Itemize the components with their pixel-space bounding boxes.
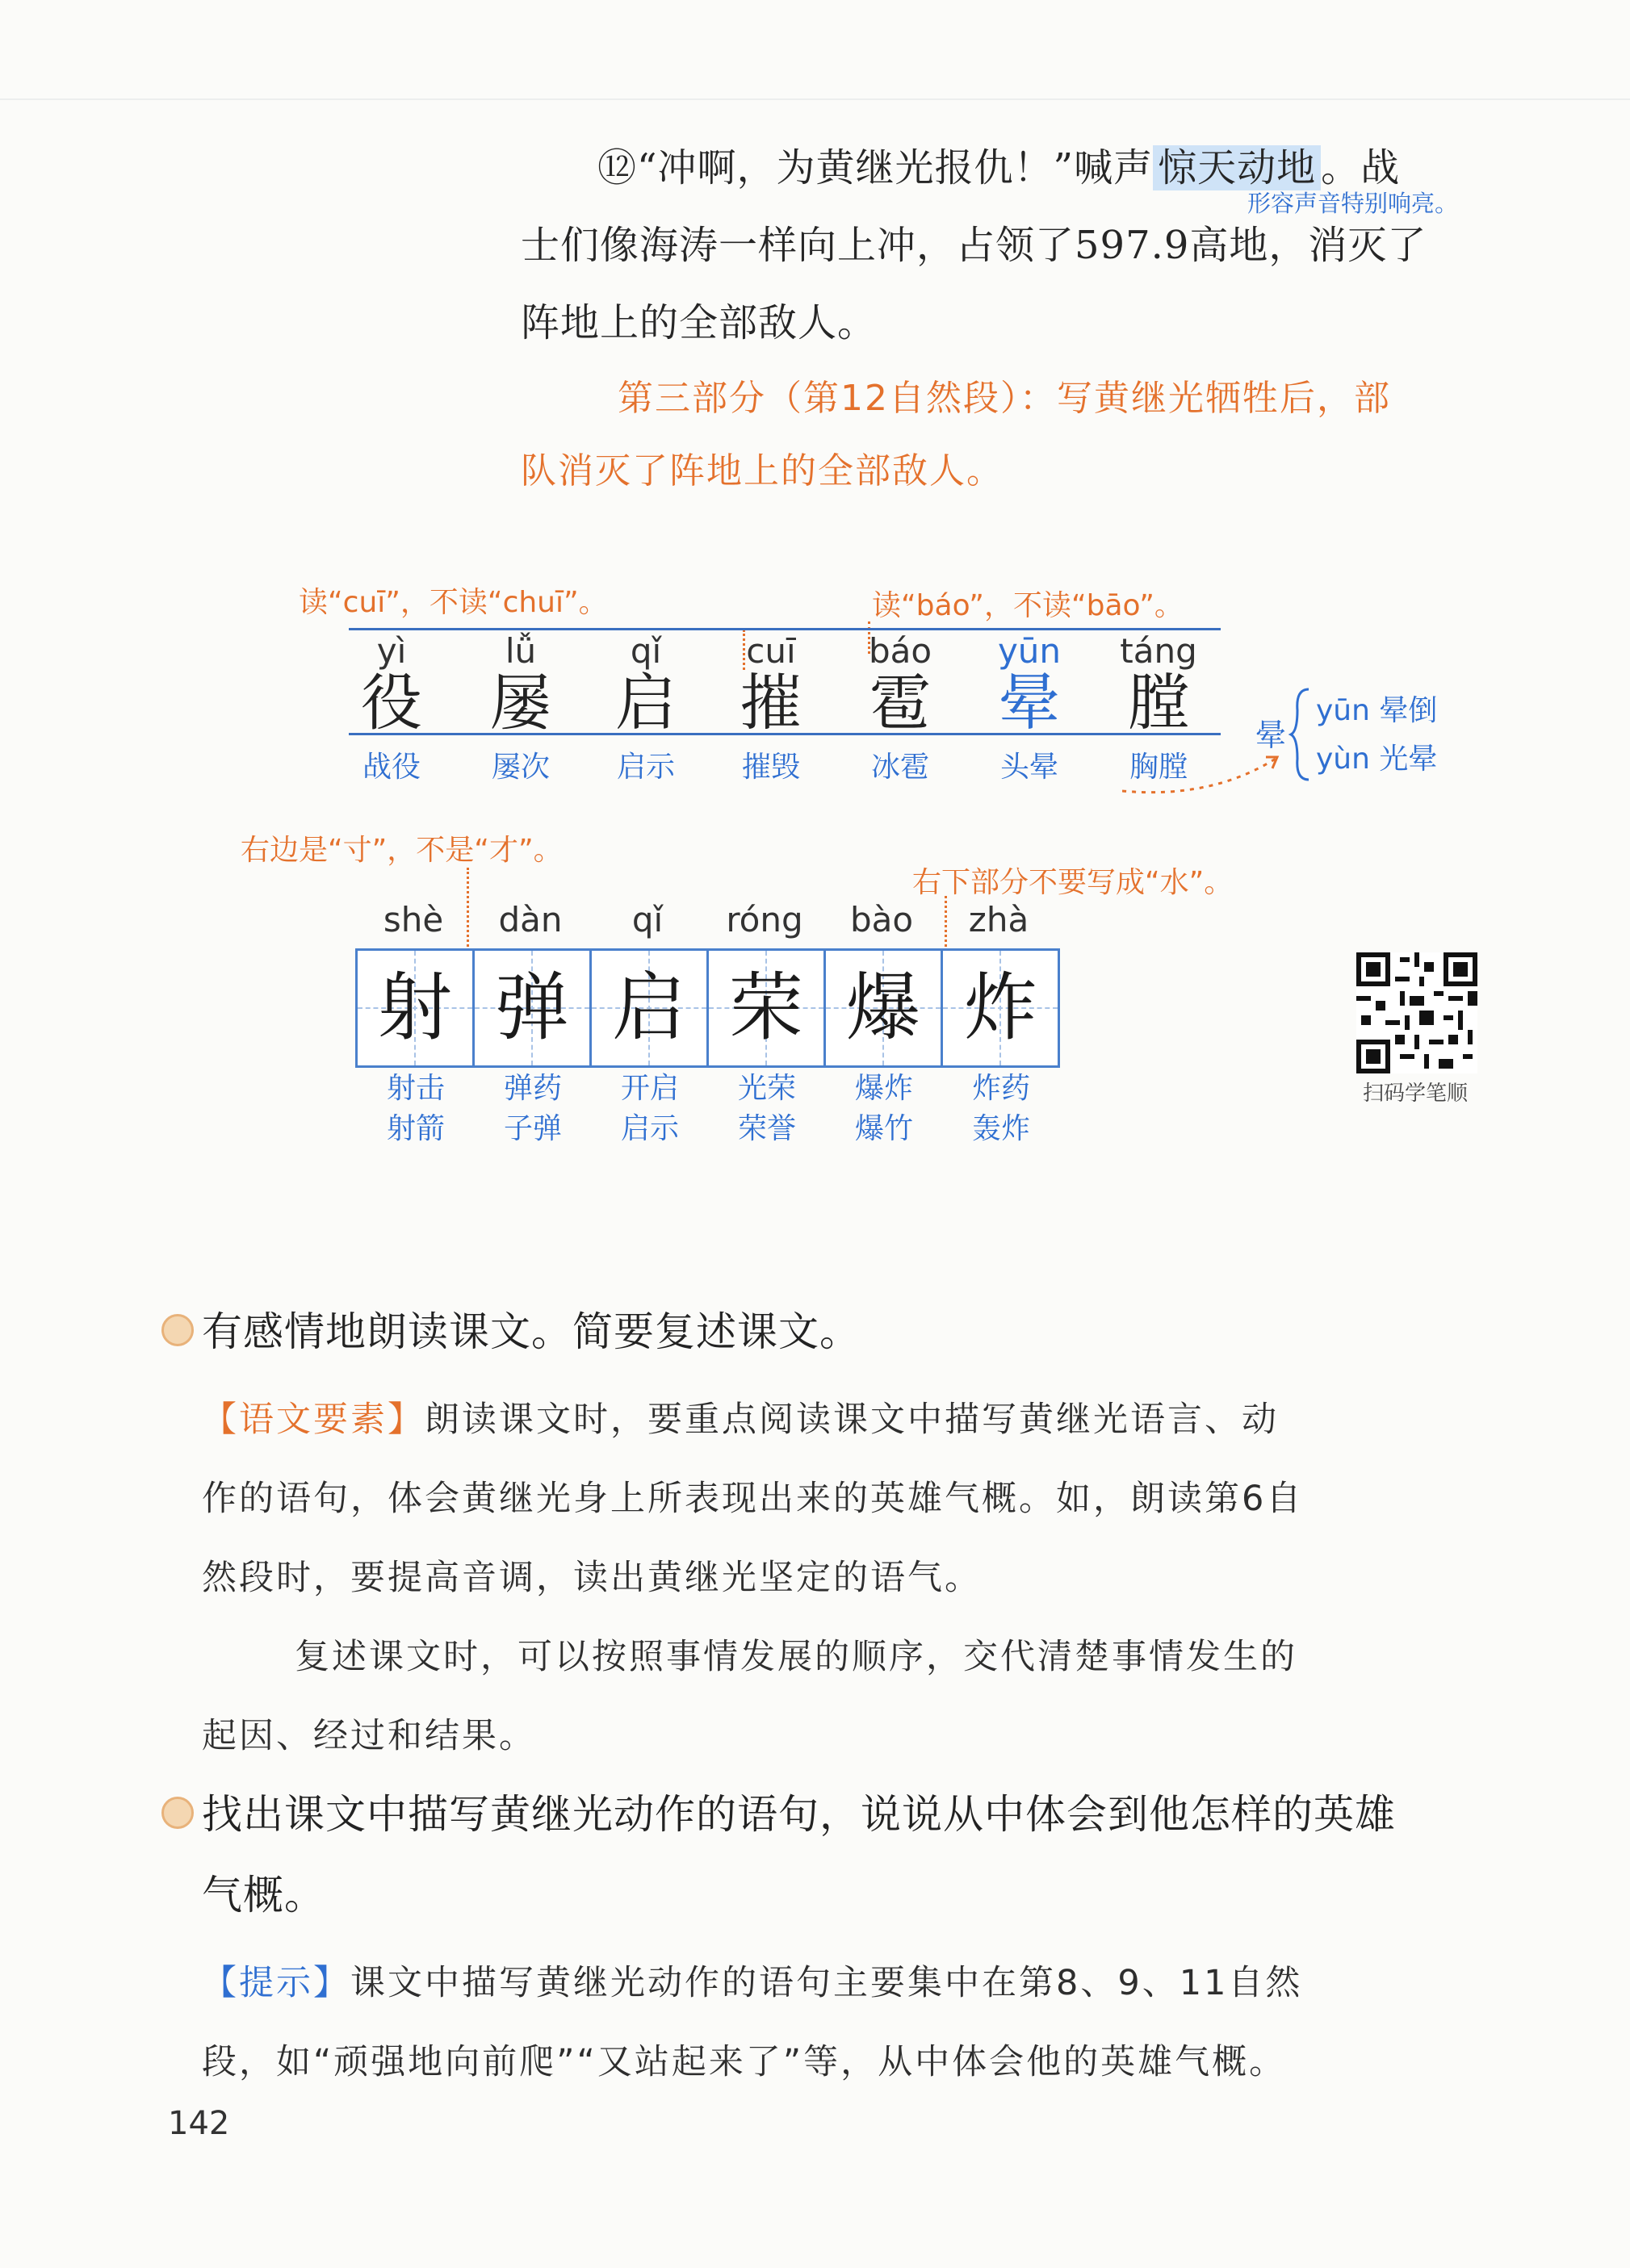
exercise-answer-line: 然段时，要提高音调，读出黄继光坚定的语气。 xyxy=(202,1558,982,1598)
exercise-bullet-icon xyxy=(161,1314,194,1346)
qr-code-icon[interactable] xyxy=(1356,952,1477,1073)
pinyin: báo xyxy=(868,631,932,671)
passage-text: 。战 xyxy=(1321,145,1401,190)
vocab-character: 役 xyxy=(361,667,422,739)
example-word: 轰炸 xyxy=(971,1112,1030,1145)
grid-cell xyxy=(826,951,943,1065)
pinyin: róng xyxy=(726,900,803,939)
vocab-character: 屡 xyxy=(490,667,551,739)
pinyin: qǐ xyxy=(630,631,662,671)
write-character: 炸 xyxy=(962,965,1037,1051)
write-character: 启 xyxy=(611,965,686,1051)
example-word: 胸膛 xyxy=(1129,751,1188,784)
pinyin: bào xyxy=(849,900,914,939)
grid-cell xyxy=(592,951,709,1065)
vocab-character: 启 xyxy=(615,667,677,739)
qr-caption: 扫码学笔顺 xyxy=(1363,1082,1469,1106)
exercise-question: 有感情地朗读课文。简要复述课文。 xyxy=(202,1308,861,1355)
exercise-answer-line: 作的语句，体会黄继光身上所表现出来的英雄气概。如，朗读第6自 xyxy=(202,1479,1304,1519)
write-words xyxy=(355,1065,1082,1154)
exercise-bullet-icon xyxy=(161,1797,194,1829)
pinyin: zhà xyxy=(968,900,1029,939)
exercise-answer-line: 起因、经过和结果。 xyxy=(202,1716,536,1756)
polyphone-note xyxy=(1255,686,1498,783)
pinyin: yì xyxy=(376,631,407,671)
exercise-answer-line xyxy=(202,1380,1279,1459)
idiom-gloss: 形容声音特别响亮。 xyxy=(1247,190,1459,217)
highlighted-idiom: 惊天动地 xyxy=(1153,145,1321,190)
write-character: 爆 xyxy=(845,965,920,1051)
write-character: 荣 xyxy=(728,965,803,1051)
example-word: 光荣 xyxy=(737,1072,796,1105)
example-word: 子弹 xyxy=(503,1112,562,1145)
write-character: 射 xyxy=(377,965,452,1051)
example-word: 冰雹 xyxy=(870,751,929,784)
exercise-answer-line xyxy=(202,1944,1302,2023)
exercise-question: 气概。 xyxy=(202,1872,325,1919)
answer-tag: 【提示】 xyxy=(202,1963,350,2003)
exercise-answer-line: 复述课文时，可以按照事情发展的顺序，交代清楚事情发生的 xyxy=(295,1637,1297,1677)
vocab-character: 晕 xyxy=(999,667,1060,739)
exercise-answer-line: 段，如“顽强地向前爬”“又站起来了”等，从中体会他的英雄气概。 xyxy=(202,2042,1287,2082)
polyphone-reading: yūn 晕倒 xyxy=(1316,694,1438,727)
writing-grid xyxy=(355,948,1060,1068)
section-summary-line-1: 第三部分（第12自然段）：写黄继光牺牲后，部 xyxy=(618,378,1391,419)
example-word: 弹药 xyxy=(503,1072,562,1105)
note-arrow-icon xyxy=(1122,751,1284,799)
passage-line-3: 阵地上的全部敌人。 xyxy=(521,300,878,345)
pinyin: táng xyxy=(1120,631,1197,671)
pinyin: cuī xyxy=(746,631,796,671)
stroke-note-she: 右边是“寸”，不是“才”。 xyxy=(241,834,563,867)
example-word: 头晕 xyxy=(999,751,1058,784)
grid-cell xyxy=(475,951,592,1065)
polyphone-reading: yùn 光晕 xyxy=(1316,743,1438,776)
example-word: 启示 xyxy=(620,1112,679,1145)
answer-text: 课文中描写黄继光动作的语句主要集中在第8、9、11自然 xyxy=(350,1963,1303,2003)
pinyin: qǐ xyxy=(631,900,664,939)
example-word: 荣誉 xyxy=(737,1112,796,1145)
vocab-row-recognize xyxy=(339,631,1243,817)
pronunciation-note-cui: 读“cuī”，不读“chuī”。 xyxy=(299,586,608,619)
pinyin: lǚ xyxy=(505,631,537,671)
section-summary-line-2: 队消灭了阵地上的全部敌人。 xyxy=(521,450,1004,492)
page-number: 142 xyxy=(168,2105,230,2142)
answer-tag: 【语文要素】 xyxy=(202,1400,425,1440)
paragraph-number: ⑫ xyxy=(597,145,638,190)
write-character: 弹 xyxy=(494,965,569,1051)
example-word: 射箭 xyxy=(386,1112,445,1145)
example-word: 炸药 xyxy=(971,1072,1030,1105)
example-word: 射击 xyxy=(386,1072,445,1105)
polyphone-char: 晕 xyxy=(1255,718,1287,753)
vocab-character: 摧 xyxy=(740,667,802,739)
grid-cell xyxy=(358,951,475,1065)
pinyin: yūn xyxy=(997,631,1062,671)
answer-text: 朗读课文时，要重点阅读课文中描写黄继光语言、动 xyxy=(425,1400,1279,1440)
example-word: 开启 xyxy=(620,1072,679,1105)
brace-icon xyxy=(1288,686,1312,783)
passage-line-2: 士们像海涛一样向上冲，占领了597.9高地，消灭了 xyxy=(521,223,1427,268)
example-word: 战役 xyxy=(362,751,421,784)
passage-text: “冲啊，为黄继光报仇！”喊声 xyxy=(637,145,1154,190)
example-word: 屡次 xyxy=(491,751,550,784)
vocab-character: 膛 xyxy=(1128,667,1189,739)
example-word: 爆竹 xyxy=(854,1112,913,1145)
grid-cell xyxy=(709,951,826,1065)
exercise-question: 找出课文中描写黄继光动作的语句，说说从中体会到他怎样的英雄 xyxy=(202,1791,1396,1838)
pronunciation-note-bao: 读“báo”，不读“bāo”。 xyxy=(872,589,1184,622)
example-word: 启示 xyxy=(616,751,675,784)
pinyin: shè xyxy=(383,900,444,939)
top-divider xyxy=(0,98,1630,100)
example-word: 爆炸 xyxy=(854,1072,913,1105)
example-word: 摧毁 xyxy=(741,751,800,784)
stroke-note-bao: 右下部分不要写成“水”。 xyxy=(912,866,1234,899)
pinyin: dàn xyxy=(498,900,563,939)
vocab-character: 雹 xyxy=(869,667,931,739)
vocab-top-rule xyxy=(349,628,1221,630)
grid-cell xyxy=(943,951,1058,1065)
